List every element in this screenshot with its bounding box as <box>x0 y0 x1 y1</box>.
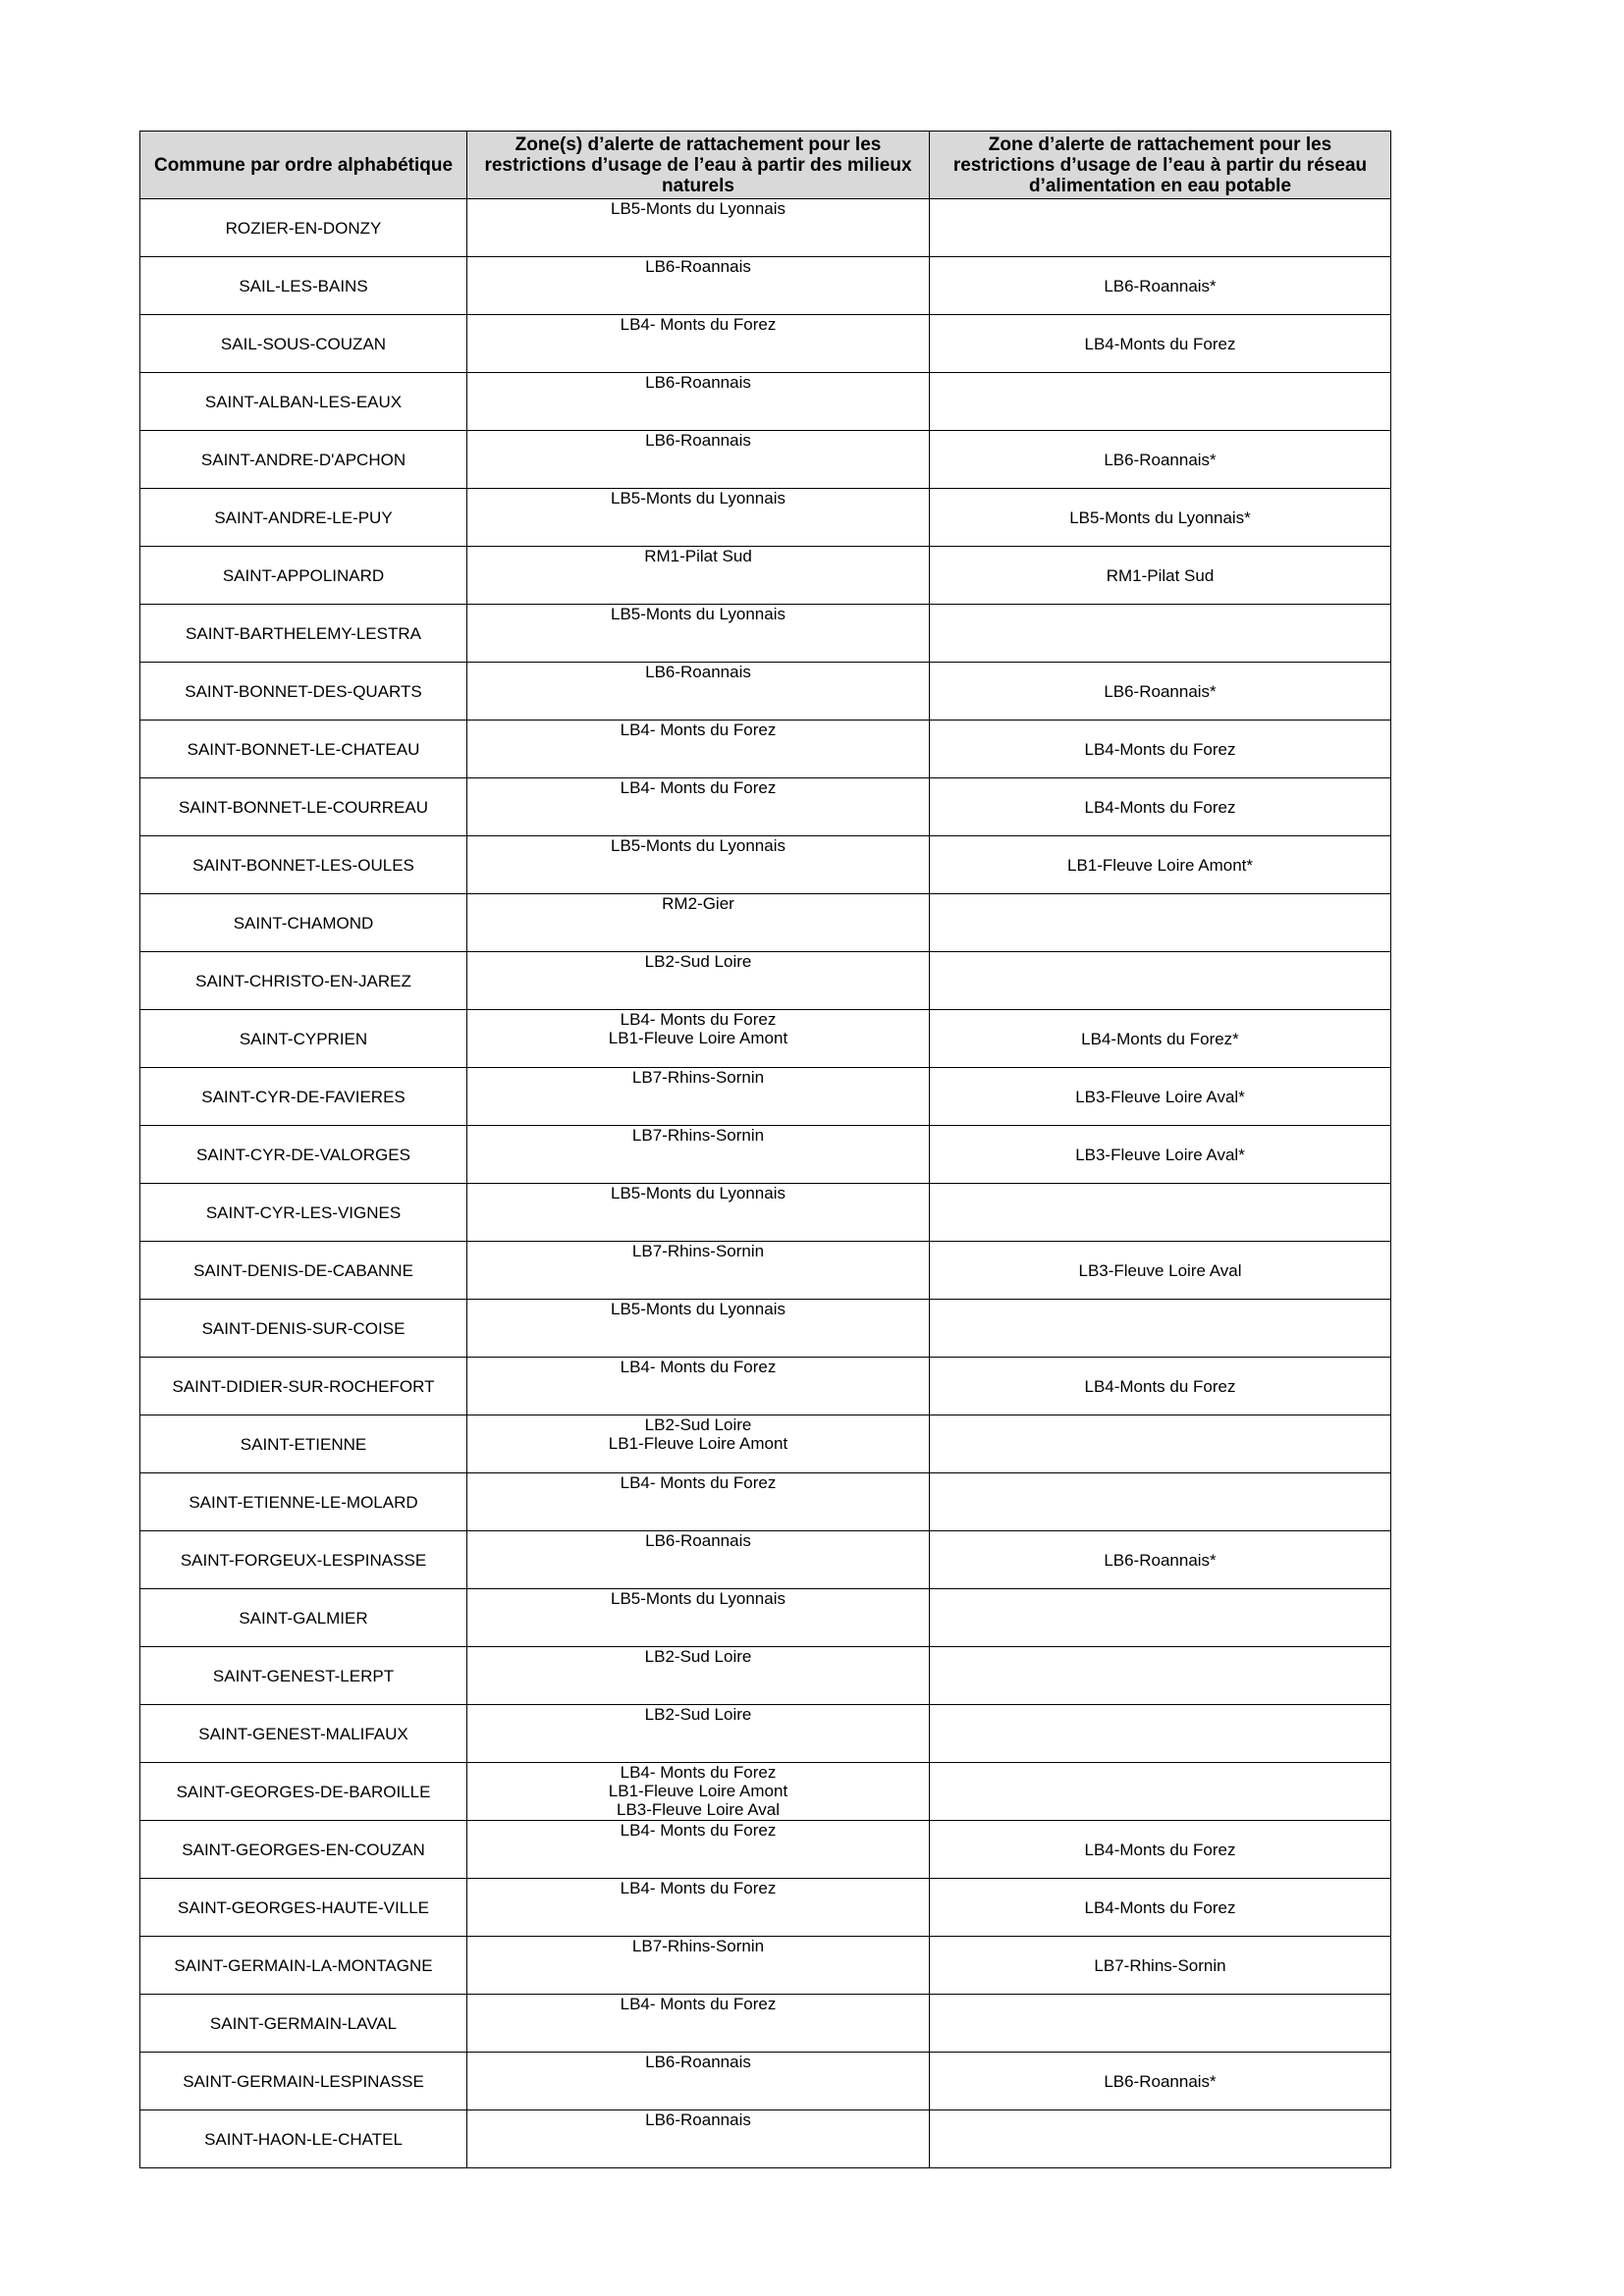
commune-cell: SAINT-CHAMOND <box>140 894 467 952</box>
zone-label: LB4- Monts du Forez <box>620 721 777 739</box>
commune-cell: SAINT-DENIS-SUR-COISE <box>140 1300 467 1358</box>
zone-label: LB4- Monts du Forez <box>620 1995 777 2013</box>
zone-label: LB3-Fleuve Loire Aval <box>616 1800 780 1819</box>
zone-label: LB2-Sud Loire <box>644 952 752 971</box>
commune-cell: SAINT-DIDIER-SUR-ROCHEFORT <box>140 1358 467 1415</box>
header-commune: Commune par ordre alphabétique <box>140 132 467 199</box>
milieux-naturels-cell <box>467 778 930 836</box>
reseau-eau-potable-cell <box>930 1415 1391 1473</box>
zone-label: LB5-Monts du Lyonnais <box>611 1589 785 1608</box>
table-row <box>140 663 1391 721</box>
milieux-naturels-cell <box>467 1184 930 1242</box>
zone-label: LB4- Monts du Forez <box>620 1763 777 1782</box>
commune-cell: SAINT-ETIENNE <box>140 1415 467 1473</box>
table-row <box>140 952 1391 1010</box>
table-row <box>140 1995 1391 2053</box>
zone-label: LB5-Monts du Lyonnais <box>611 605 785 623</box>
milieux-naturels-cell <box>467 894 930 952</box>
commune-cell: SAINT-BONNET-DES-QUARTS <box>140 663 467 721</box>
milieux-naturels-cell <box>467 2110 930 2168</box>
zone-label: LB1-Fleuve Loire Amont <box>608 1029 788 1047</box>
commune-cell: SAINT-CHRISTO-EN-JAREZ <box>140 952 467 1010</box>
zone-label: LB4- Monts du Forez <box>620 1821 777 1840</box>
milieux-naturels-cell <box>467 2053 930 2110</box>
table-row <box>140 1821 1391 1879</box>
reseau-eau-potable-cell <box>930 1763 1391 1821</box>
milieux-naturels-cell <box>467 836 930 894</box>
zone-label: LB4- Monts du Forez <box>620 778 777 797</box>
zone-label: LB4- Monts du Forez <box>620 1879 777 1897</box>
header-milieux-naturels: Zone(s) d’alerte de rattachement pour les restrictions d’usage de l’eau à partir des milieux naturels <box>467 132 930 199</box>
reseau-eau-potable-cell <box>930 373 1391 431</box>
table-row <box>140 1184 1391 1242</box>
milieux-naturels-cell <box>467 547 930 605</box>
table-row <box>140 1879 1391 1937</box>
milieux-naturels-cell <box>467 1647 930 1705</box>
milieux-naturels-cell <box>467 431 930 489</box>
zone-label: LB4- Monts du Forez <box>620 1010 777 1029</box>
milieux-naturels-cell <box>467 199 930 257</box>
reseau-eau-potable-cell: LB3-Fleuve Loire Aval <box>930 1242 1391 1300</box>
reseau-eau-potable-cell: LB4-Monts du Forez <box>930 721 1391 778</box>
reseau-eau-potable-cell <box>930 1647 1391 1705</box>
commune-cell: SAINT-ALBAN-LES-EAUX <box>140 373 467 431</box>
commune-cell: ROZIER-EN-DONZY <box>140 199 467 257</box>
zone-label: LB7-Rhins-Sornin <box>631 1126 765 1145</box>
reseau-eau-potable-cell <box>930 199 1391 257</box>
table-row <box>140 2110 1391 2168</box>
zone-label: LB4- Monts du Forez <box>620 1358 777 1376</box>
commune-cell: SAINT-BONNET-LES-OULES <box>140 836 467 894</box>
reseau-eau-potable-cell: LB5-Monts du Lyonnais* <box>930 489 1391 547</box>
zone-label: LB5-Monts du Lyonnais <box>611 836 785 855</box>
table-row <box>140 1473 1391 1531</box>
commune-cell: SAINT-BONNET-LE-COURREAU <box>140 778 467 836</box>
commune-cell: SAINT-CYR-LES-VIGNES <box>140 1184 467 1242</box>
milieux-naturels-cell <box>467 1415 930 1473</box>
milieux-naturels-cell <box>467 1242 930 1300</box>
zone-label: RM2-Gier <box>662 894 734 913</box>
zone-label: LB6-Roannais <box>645 663 751 681</box>
table-row <box>140 894 1391 952</box>
document-page <box>139 131 1390 2168</box>
milieux-naturels-cell <box>467 1126 930 1184</box>
milieux-naturels-cell <box>467 1531 930 1589</box>
reseau-eau-potable-cell: LB4-Monts du Forez* <box>930 1010 1391 1068</box>
zone-label: LB2-Sud Loire <box>644 1647 752 1666</box>
milieux-naturels-cell <box>467 1068 930 1126</box>
milieux-naturels-cell <box>467 1995 930 2053</box>
reseau-eau-potable-cell: LB6-Roannais* <box>930 1531 1391 1589</box>
zone-label: LB5-Monts du Lyonnais <box>611 199 785 218</box>
reseau-eau-potable-cell: LB6-Roannais* <box>930 2053 1391 2110</box>
table-row <box>140 547 1391 605</box>
reseau-eau-potable-cell: LB1-Fleuve Loire Amont* <box>930 836 1391 894</box>
reseau-eau-potable-cell <box>930 1300 1391 1358</box>
zone-label: LB5-Monts du Lyonnais <box>611 1300 785 1318</box>
commune-cell: SAINT-ANDRE-LE-PUY <box>140 489 467 547</box>
milieux-naturels-cell <box>467 1821 930 1879</box>
milieux-naturels-cell <box>467 373 930 431</box>
table-row <box>140 1126 1391 1184</box>
table-row <box>140 373 1391 431</box>
table-row <box>140 605 1391 663</box>
zone-label: LB5-Monts du Lyonnais <box>611 1184 785 1202</box>
commune-cell: SAINT-CYPRIEN <box>140 1010 467 1068</box>
commune-cell: SAINT-GEORGES-DE-BAROILLE <box>140 1763 467 1821</box>
milieux-naturels-cell <box>467 1763 930 1821</box>
table-row <box>140 1358 1391 1415</box>
milieux-naturels-cell <box>467 1473 930 1531</box>
zone-label: LB6-Roannais <box>645 2110 751 2129</box>
zone-label: LB2-Sud Loire <box>644 1415 752 1434</box>
table-row <box>140 1763 1391 1821</box>
zone-label: LB6-Roannais <box>645 257 751 276</box>
reseau-eau-potable-cell <box>930 605 1391 663</box>
zone-label: LB2-Sud Loire <box>644 1705 752 1724</box>
milieux-naturels-cell <box>467 257 930 315</box>
table-body <box>140 199 1391 2168</box>
table-row <box>140 1242 1391 1300</box>
commune-cell: SAINT-GERMAIN-LA-MONTAGNE <box>140 1937 467 1995</box>
reseau-eau-potable-cell: LB7-Rhins-Sornin <box>930 1937 1391 1995</box>
table-row <box>140 1705 1391 1763</box>
milieux-naturels-cell <box>467 605 930 663</box>
table-row <box>140 1300 1391 1358</box>
zone-label: RM1-Pilat Sud <box>644 547 752 565</box>
milieux-naturels-cell <box>467 1589 930 1647</box>
table-header <box>140 132 1391 199</box>
zone-label: LB7-Rhins-Sornin <box>631 1242 765 1260</box>
commune-cell: SAINT-ETIENNE-LE-MOLARD <box>140 1473 467 1531</box>
commune-cell: SAINT-GALMIER <box>140 1589 467 1647</box>
milieux-naturels-cell <box>467 1010 930 1068</box>
commune-cell: SAIL-LES-BAINS <box>140 257 467 315</box>
table-row <box>140 1937 1391 1995</box>
zone-label: LB1-Fleuve Loire Amont <box>608 1434 788 1453</box>
zone-label: LB4- Monts du Forez <box>620 1473 777 1492</box>
reseau-eau-potable-cell: LB4-Monts du Forez <box>930 315 1391 373</box>
commune-cell: SAINT-GEORGES-EN-COUZAN <box>140 1821 467 1879</box>
milieux-naturels-cell <box>467 1937 930 1995</box>
milieux-naturels-cell <box>467 1705 930 1763</box>
reseau-eau-potable-cell: LB3-Fleuve Loire Aval* <box>930 1068 1391 1126</box>
table-row <box>140 1589 1391 1647</box>
reseau-eau-potable-cell <box>930 1184 1391 1242</box>
milieux-naturels-cell <box>467 1358 930 1415</box>
alert-zones-table <box>139 131 1391 2168</box>
reseau-eau-potable-cell: LB4-Monts du Forez <box>930 1358 1391 1415</box>
reseau-eau-potable-cell: LB4-Monts du Forez <box>930 1821 1391 1879</box>
commune-cell: SAINT-GERMAIN-LESPINASSE <box>140 2053 467 2110</box>
commune-cell: SAINT-CYR-DE-FAVIERES <box>140 1068 467 1126</box>
zone-label: LB6-Roannais <box>645 1531 751 1550</box>
reseau-eau-potable-cell: LB4-Monts du Forez <box>930 1879 1391 1937</box>
milieux-naturels-cell <box>467 315 930 373</box>
zone-label: LB7-Rhins-Sornin <box>631 1068 765 1087</box>
milieux-naturels-cell <box>467 952 930 1010</box>
table-row <box>140 2053 1391 2110</box>
zone-label: LB7-Rhins-Sornin <box>631 1937 765 1955</box>
table-row <box>140 431 1391 489</box>
table-row <box>140 778 1391 836</box>
reseau-eau-potable-cell <box>930 1995 1391 2053</box>
commune-cell: SAINT-BONNET-LE-CHATEAU <box>140 721 467 778</box>
milieux-naturels-cell <box>467 663 930 721</box>
milieux-naturels-cell <box>467 721 930 778</box>
reseau-eau-potable-cell <box>930 1705 1391 1763</box>
table-row <box>140 721 1391 778</box>
header-reseau-eau-potable: Zone d’alerte de rattachement pour les restrictions d’usage de l’eau à partir du réseau d’alimentation en eau potable <box>930 132 1391 199</box>
milieux-naturels-cell <box>467 1300 930 1358</box>
zone-label: LB6-Roannais <box>645 373 751 392</box>
reseau-eau-potable-cell <box>930 894 1391 952</box>
table-row <box>140 199 1391 257</box>
commune-cell: SAINT-GENEST-LERPT <box>140 1647 467 1705</box>
commune-cell: SAINT-GEORGES-HAUTE-VILLE <box>140 1879 467 1937</box>
milieux-naturels-cell <box>467 1879 930 1937</box>
commune-cell: SAINT-BARTHELEMY-LESTRA <box>140 605 467 663</box>
table-row <box>140 489 1391 547</box>
commune-cell: SAINT-ANDRE-D'APCHON <box>140 431 467 489</box>
reseau-eau-potable-cell: LB4-Monts du Forez <box>930 778 1391 836</box>
reseau-eau-potable-cell: LB6-Roannais* <box>930 431 1391 489</box>
zone-label: LB1-Fleuve Loire Amont <box>608 1782 788 1800</box>
zone-label: LB6-Roannais <box>645 2053 751 2071</box>
reseau-eau-potable-cell: LB6-Roannais* <box>930 257 1391 315</box>
commune-cell: SAINT-CYR-DE-VALORGES <box>140 1126 467 1184</box>
zone-label: LB6-Roannais <box>645 431 751 450</box>
reseau-eau-potable-cell: LB3-Fleuve Loire Aval* <box>930 1126 1391 1184</box>
reseau-eau-potable-cell <box>930 2110 1391 2168</box>
reseau-eau-potable-cell: LB6-Roannais* <box>930 663 1391 721</box>
reseau-eau-potable-cell <box>930 952 1391 1010</box>
reseau-eau-potable-cell: RM1-Pilat Sud <box>930 547 1391 605</box>
commune-cell: SAINT-HAON-LE-CHATEL <box>140 2110 467 2168</box>
reseau-eau-potable-cell <box>930 1589 1391 1647</box>
commune-cell: SAINT-FORGEUX-LESPINASSE <box>140 1531 467 1589</box>
zone-label: LB5-Monts du Lyonnais <box>611 489 785 507</box>
table-row <box>140 1010 1391 1068</box>
table-row <box>140 1068 1391 1126</box>
commune-cell: SAINT-APPOLINARD <box>140 547 467 605</box>
table-row <box>140 1415 1391 1473</box>
commune-cell: SAINT-GENEST-MALIFAUX <box>140 1705 467 1763</box>
reseau-eau-potable-cell <box>930 1473 1391 1531</box>
zone-label: LB4- Monts du Forez <box>620 315 777 334</box>
commune-cell: SAINT-GERMAIN-LAVAL <box>140 1995 467 2053</box>
milieux-naturels-cell <box>467 489 930 547</box>
header-row <box>140 132 1391 199</box>
table-row <box>140 315 1391 373</box>
commune-cell: SAIL-SOUS-COUZAN <box>140 315 467 373</box>
table-row <box>140 257 1391 315</box>
table-row <box>140 1647 1391 1705</box>
commune-cell: SAINT-DENIS-DE-CABANNE <box>140 1242 467 1300</box>
table-row <box>140 1531 1391 1589</box>
table-row <box>140 836 1391 894</box>
